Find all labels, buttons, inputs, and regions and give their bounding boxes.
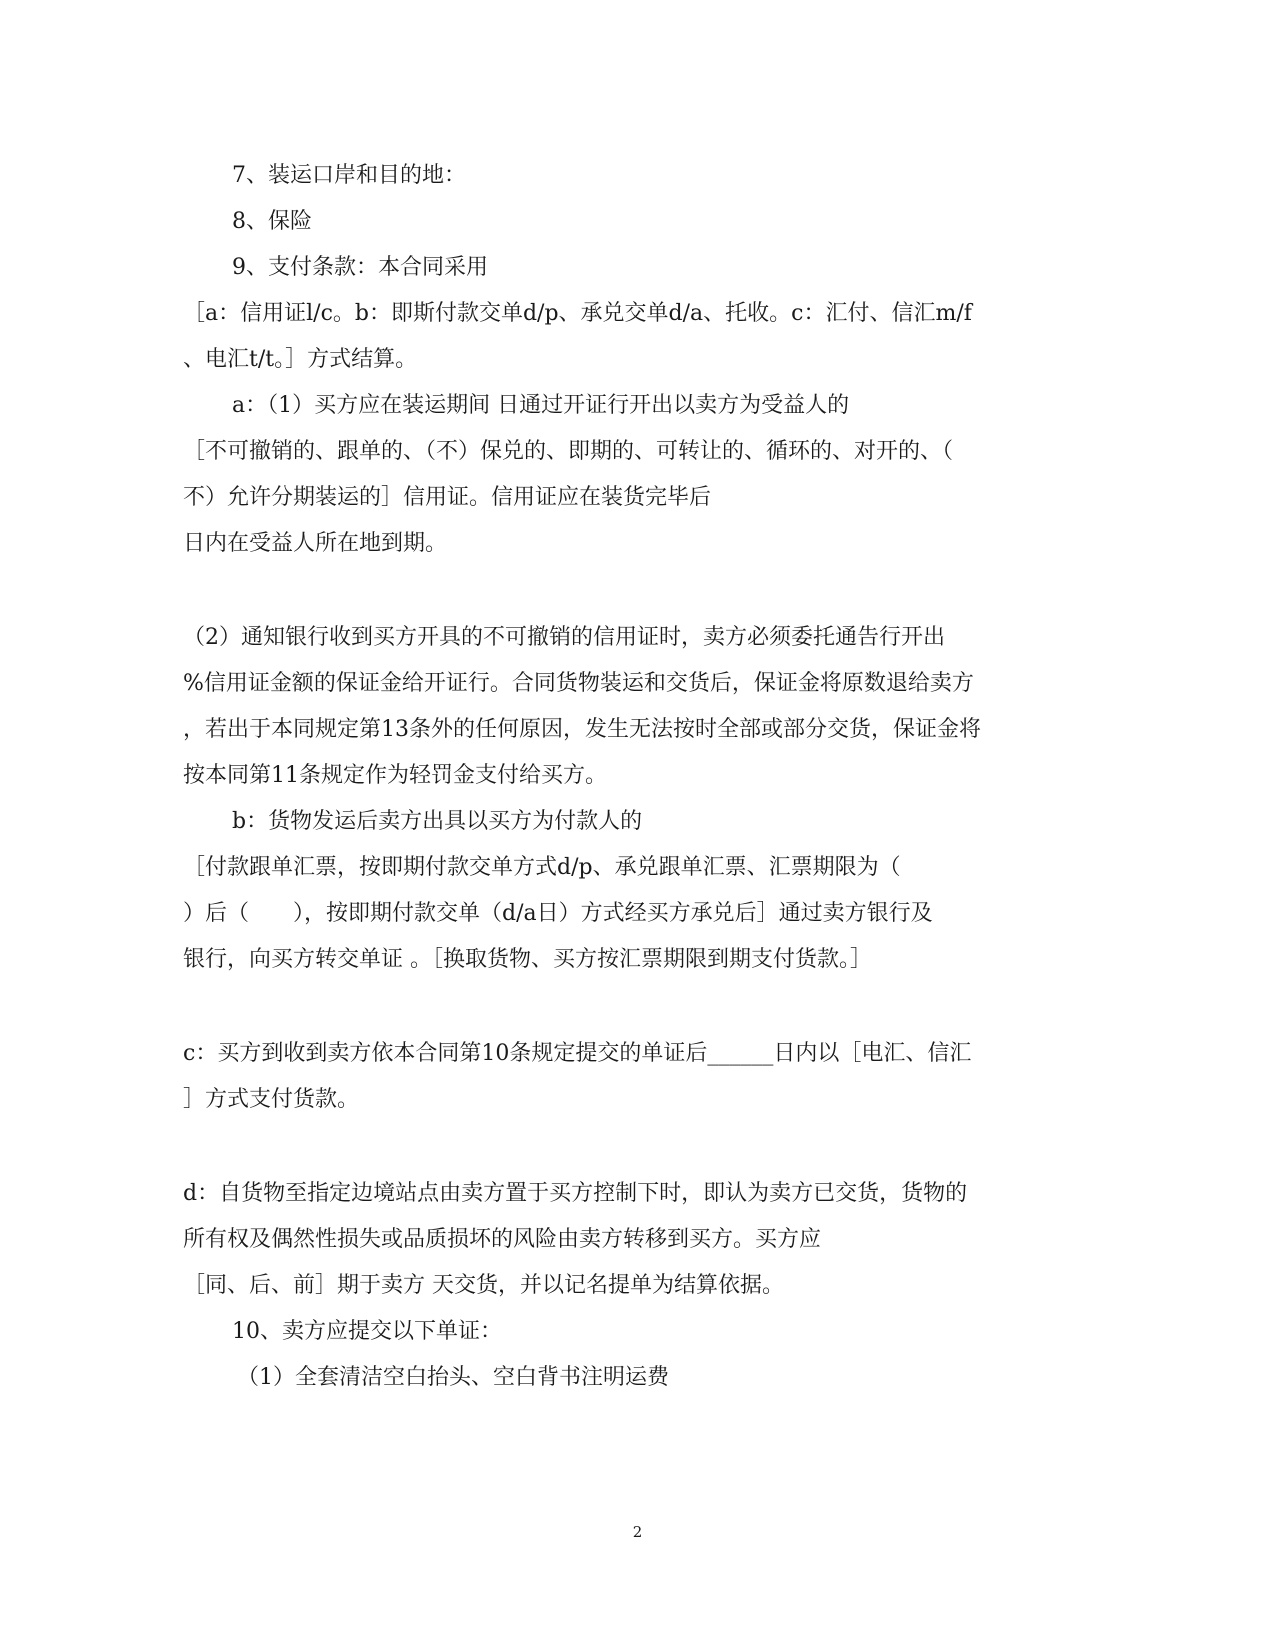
text-line: 所有权及偶然性损失或品质损坏的风险由卖方转移到买方。买方应 xyxy=(183,1227,822,1252)
text-line: ］方式支付货款。 xyxy=(183,1087,360,1112)
text-line: 不）允许分期装运的］信用证。信用证应在装货完毕后 xyxy=(183,485,712,510)
text-line: ［不可撤销的、跟单的、（不）保兑的、即期的、可转让的、循环的、对开的、（ xyxy=(183,439,954,464)
text-line: %信用证金额的保证金给开证行。合同货物装运和交货后，保证金将原数退给卖方 xyxy=(183,671,974,696)
text-line: ，若出于本同规定第13条外的任何原因，发生无法按时全部或部分交货，保证金将 xyxy=(183,717,981,742)
text-line: 银行，向买方转交单证 。［换取货物、买方按汇票期限到期支付货款。］ xyxy=(183,947,872,972)
text-line: 、电汇t/t。］方式结算。 xyxy=(183,347,418,372)
clause-b: b：货物发运后卖方出具以买方为付款人的 xyxy=(232,809,643,834)
text-line: ［付款跟单汇票，按即期付款交单方式d/p、承兑跟单汇票、汇票期限为（ xyxy=(183,855,901,880)
text-line: ［同、后、前］期于卖方 天交货，并以记名提单为结算依据。 xyxy=(183,1273,784,1298)
clause-10-1: （1）全套清洁空白抬头、空白背书注明运费 xyxy=(237,1365,669,1390)
text-line: ）后（ ），按即期付款交单（d/a日）方式经买方承兑后］通过卖方银行及 xyxy=(183,901,933,926)
clause-7: 7、装运口岸和目的地： xyxy=(232,163,466,188)
page-number: 2 xyxy=(632,1523,643,1541)
clause-a-2: （2）通知银行收到买方开具的不可撤销的信用证时，卖方必须委托通告行开出 xyxy=(183,625,945,650)
clause-10: 10、卖方应提交以下单证： xyxy=(232,1319,502,1344)
clause-d: d：自货物至指定边境站点由卖方置于买方控制下时，即认为卖方已交货，货物的 xyxy=(183,1181,968,1206)
text-line: 按本同第11条规定作为轻罚金支付给买方。 xyxy=(183,763,607,788)
clause-8: 8、保险 xyxy=(232,209,312,234)
clause-c: c：买方到收到卖方依本合同第10条规定提交的单证后______日内以［电汇、信汇 xyxy=(183,1041,972,1066)
text-line: ［a：信用证l/c。b：即斯付款交单d/p、承兑交单d/a、托收。c：汇付、信汇m/f xyxy=(183,301,972,326)
clause-a: a：（1）买方应在装运期间 日通过开证行开出以卖方为受益人的 xyxy=(232,393,850,418)
clause-9: 9、支付条款：本合同采用 xyxy=(232,255,488,280)
text-line: 日内在受益人所在地到期。 xyxy=(183,531,448,556)
